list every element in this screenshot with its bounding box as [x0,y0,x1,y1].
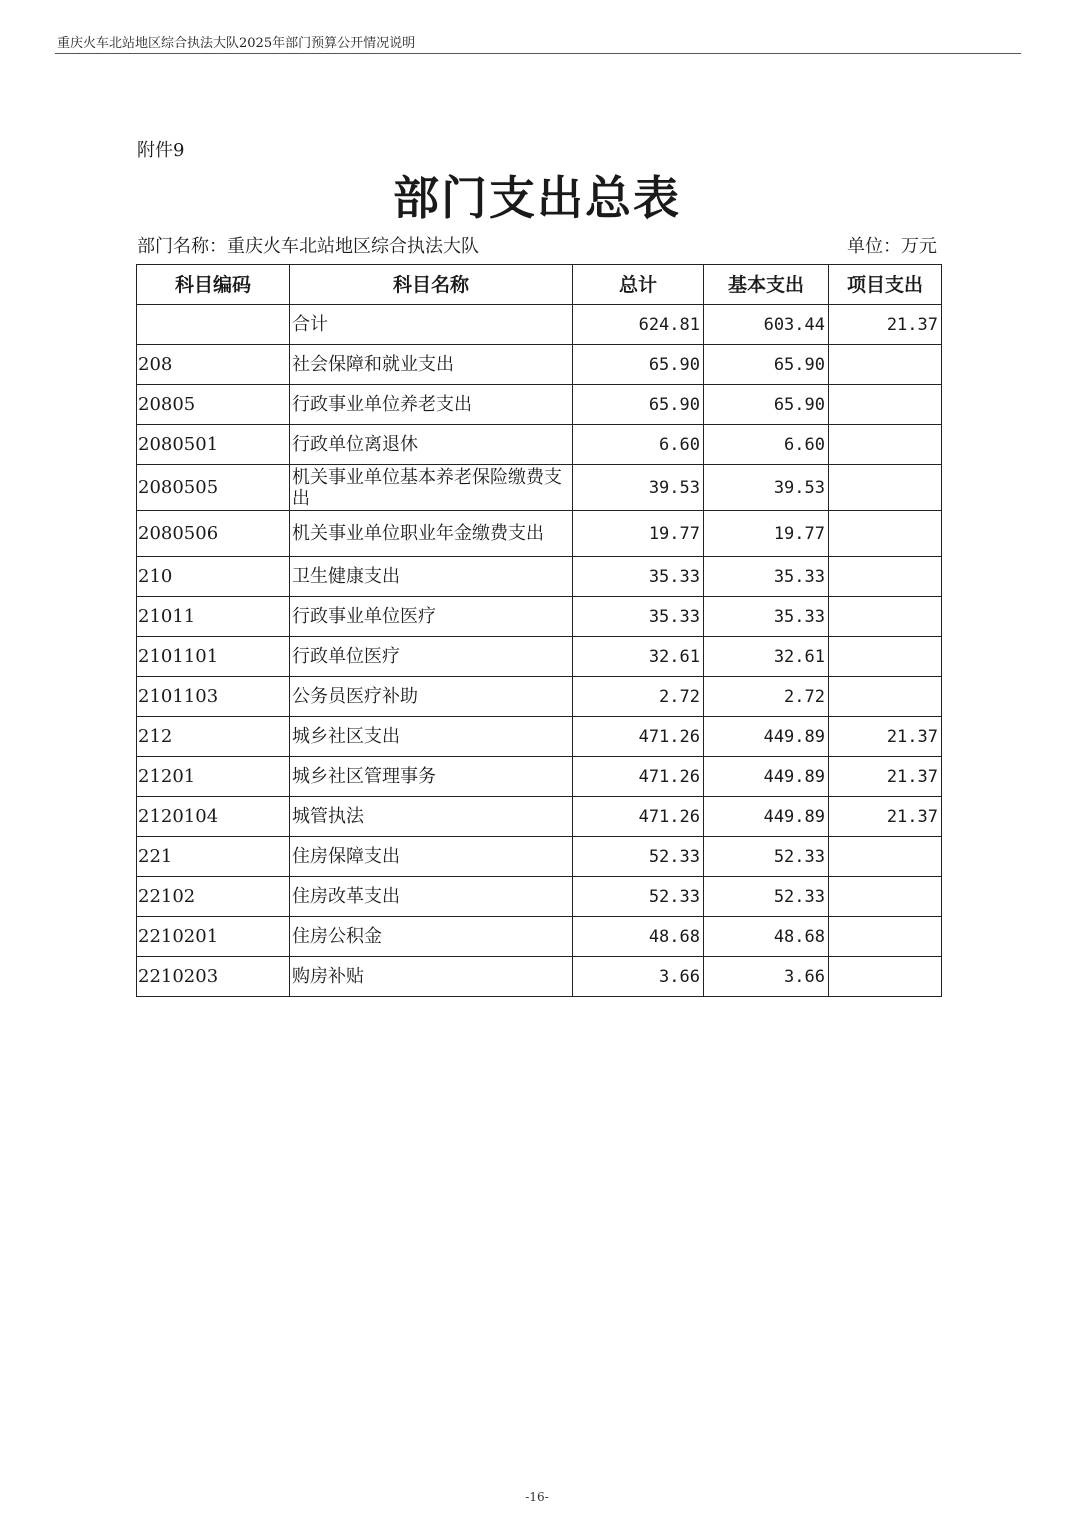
row-name: 行政单位医疗 [290,637,573,677]
table-row [137,677,942,717]
row-total: 35.33 [573,557,704,597]
row-name: 住房公积金 [290,917,573,957]
row-code: 22102 [137,877,290,917]
row-name: 机关事业单位基本养老保险缴费支出 [290,465,573,511]
row-code: 2080506 [137,511,290,557]
row-total: 52.33 [573,837,704,877]
row-name: 住房保障支出 [290,837,573,877]
row-code: 2101101 [137,637,290,677]
row-basic: 52.33 [704,837,829,877]
row-code: 210 [137,557,290,597]
row-total: 65.90 [573,385,704,425]
row-name: 城乡社区支出 [290,717,573,757]
header-total: 总计 [573,265,704,305]
row-name: 购房补贴 [290,957,573,997]
table-row [137,557,942,597]
table-row [137,385,942,425]
table-row [137,757,942,797]
row-name: 合计 [290,305,573,345]
row-total: 65.90 [573,345,704,385]
row-code: 21011 [137,597,290,637]
row-basic: 52.33 [704,877,829,917]
row-project [829,877,942,917]
attachment-label: 附件9 [137,140,185,161]
table-row [137,305,942,345]
header-project: 项目支出 [829,265,942,305]
row-code: 21201 [137,757,290,797]
row-code: 2101103 [137,677,290,717]
row-basic: 2.72 [704,677,829,717]
row-basic: 3.66 [704,957,829,997]
row-project [829,957,942,997]
row-total: 471.26 [573,797,704,837]
table-row [137,837,942,877]
row-total: 48.68 [573,917,704,957]
row-total: 19.77 [573,511,704,557]
row-basic: 449.89 [704,757,829,797]
row-name: 公务员医疗补助 [290,677,573,717]
row-project [829,425,942,465]
table-header-row [137,265,942,305]
table-row [137,717,942,757]
row-project: 21.37 [829,305,942,345]
row-total: 52.33 [573,877,704,917]
row-name: 社会保障和就业支出 [290,345,573,385]
row-basic: 19.77 [704,511,829,557]
table-row [137,957,942,997]
row-project [829,511,942,557]
row-project: 21.37 [829,797,942,837]
row-name: 城管执法 [290,797,573,837]
row-code: 2080505 [137,465,290,511]
row-total: 6.60 [573,425,704,465]
expenditure-table [136,264,942,997]
table-row [137,425,942,465]
row-basic: 449.89 [704,797,829,837]
row-basic: 39.53 [704,465,829,511]
row-name: 行政单位离退休 [290,425,573,465]
row-total: 624.81 [573,305,704,345]
row-basic: 35.33 [704,597,829,637]
row-name: 行政事业单位养老支出 [290,385,573,425]
table-row [137,511,942,557]
row-code: 212 [137,717,290,757]
row-total: 39.53 [573,465,704,511]
row-project [829,385,942,425]
row-code: 2210203 [137,957,290,997]
row-code [137,305,290,345]
table-row [137,597,942,637]
row-code: 2120104 [137,797,290,837]
row-project: 21.37 [829,757,942,797]
row-total: 3.66 [573,957,704,997]
row-project [829,637,942,677]
row-code: 221 [137,837,290,877]
row-total: 471.26 [573,717,704,757]
row-code: 2080501 [137,425,290,465]
row-project [829,557,942,597]
row-total: 471.26 [573,757,704,797]
row-code: 208 [137,345,290,385]
row-name: 住房改革支出 [290,877,573,917]
row-project [829,465,942,511]
row-basic: 65.90 [704,385,829,425]
unit-label: 单位：万元 [847,236,937,257]
row-basic: 603.44 [704,305,829,345]
row-name: 卫生健康支出 [290,557,573,597]
header-divider [55,53,1021,54]
table-row [137,797,942,837]
row-project [829,345,942,385]
row-basic: 449.89 [704,717,829,757]
header-code: 科目编码 [137,265,290,305]
table-row [137,465,942,511]
row-name: 机关事业单位职业年金缴费支出 [290,511,573,557]
row-project [829,597,942,637]
page-number: -16- [525,1490,549,1504]
table-row [137,917,942,957]
row-total: 35.33 [573,597,704,637]
row-total: 2.72 [573,677,704,717]
row-basic: 65.90 [704,345,829,385]
row-code: 2210201 [137,917,290,957]
row-basic: 32.61 [704,637,829,677]
table-row [137,345,942,385]
table-row [137,877,942,917]
page-title: 部门支出总表 [393,171,681,225]
row-project: 21.37 [829,717,942,757]
row-project [829,917,942,957]
row-name: 行政事业单位医疗 [290,597,573,637]
row-total: 32.61 [573,637,704,677]
row-name: 城乡社区管理事务 [290,757,573,797]
row-project [829,837,942,877]
row-code: 20805 [137,385,290,425]
header-name: 科目名称 [290,265,573,305]
row-basic: 48.68 [704,917,829,957]
header-basic: 基本支出 [704,265,829,305]
row-project [829,677,942,717]
row-basic: 35.33 [704,557,829,597]
department-name: 部门名称：重庆火车北站地区综合执法大队 [137,236,479,257]
running-header: 重庆火车北站地区综合执法大队2025年部门预算公开情况说明 [57,36,416,51]
table-row [137,637,942,677]
row-basic: 6.60 [704,425,829,465]
